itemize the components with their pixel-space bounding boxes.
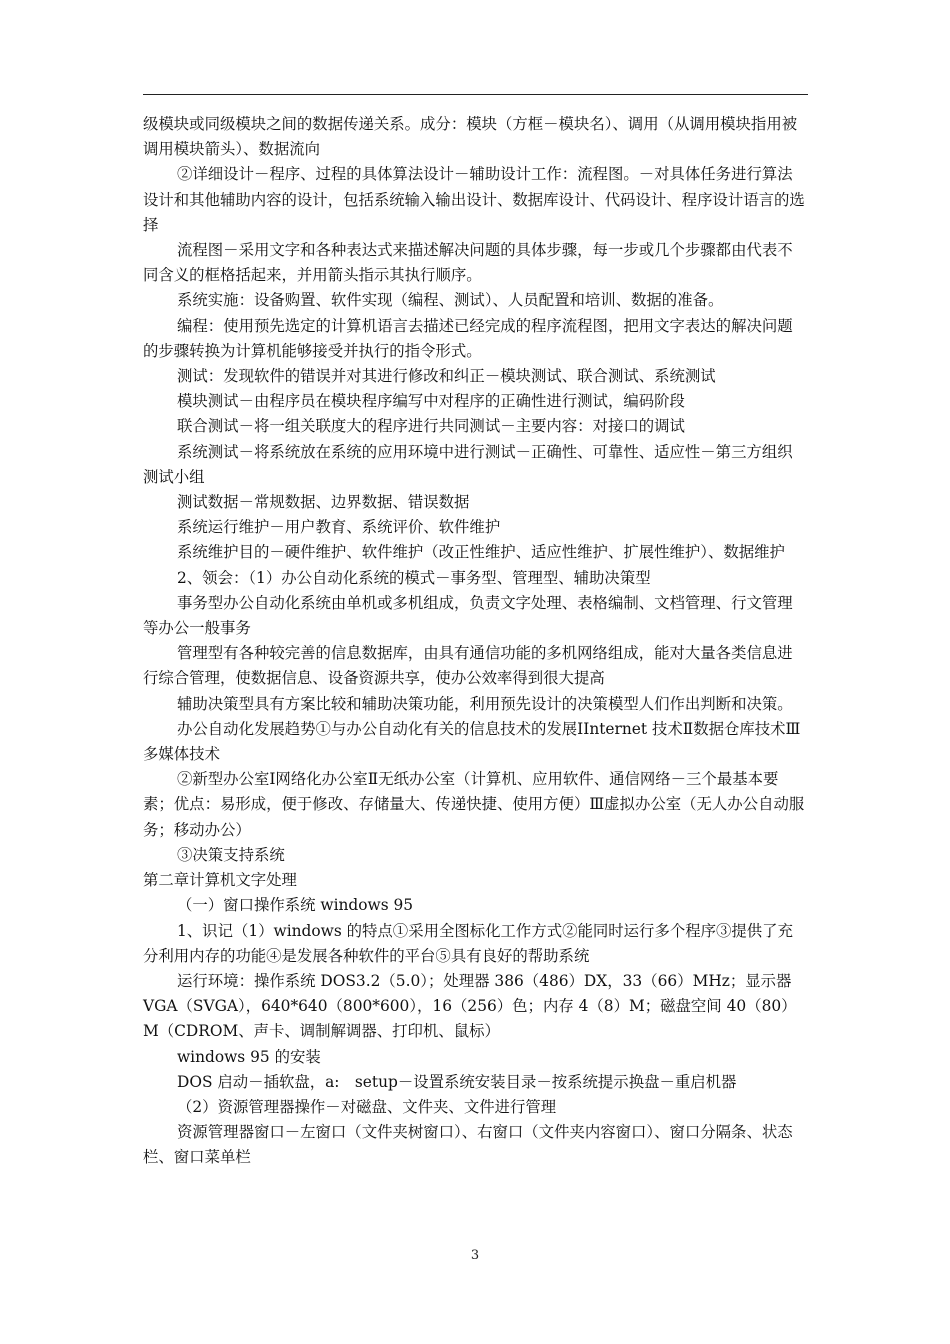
paragraph: 测试数据－常规数据、边界数据、错误数据 — [177, 493, 470, 512]
paragraph: 系统实施：设备购置、软件实现（编程、测试）、人员配置和培训、数据的准备。 — [177, 291, 724, 310]
header-rule — [143, 94, 808, 95]
paragraph: 测试：发现软件的错误并对其进行修改和纠正－模块测试、联合测试、系统测试 — [177, 367, 716, 386]
paragraph: 第二章计算机文字处理 — [143, 871, 297, 890]
paragraph: 联合测试－将一组关联度大的程序进行共同测试－主要内容：对接口的调试 — [177, 417, 685, 436]
paragraph: 1、识记（1）windows 的特点①采用全图标化工作方式②能同时运行多个程序③提供了充分利用内存的功能④是发展各种软件的平台⑤具有良好的帮助系统 — [143, 921, 793, 965]
paragraph: 2、领会：（1）办公自动化系统的模式－事务型、管理型、辅助决策型 — [177, 568, 651, 587]
paragraph: 事务型办公自动化系统由单机或多机组成，负责文字处理、表格编制、文档管理、行文管理等办公一般事务 — [143, 593, 793, 638]
paragraph: 辅助决策型具有方案比较和辅助决策功能，利用预先设计的决策模型人们作出判断和决策。 — [177, 694, 793, 713]
paragraph: 办公自动化发展趋势①与办公自动化有关的信息技术的发展ⅠInternet 技术Ⅱ数据仓库技术Ⅲ多媒体技术 — [143, 719, 801, 764]
paragraph: 系统维护目的－硬件维护、软件维护（改正性维护、适应性维护、扩展性维护）、数据维护 — [177, 543, 785, 562]
paragraph: DOS 启动－插软盘，a: setup－设置系统安装目录－按系统提示换盘－重启机器 — [177, 1072, 737, 1091]
paragraph: ②新型办公室Ⅰ网络化办公室Ⅱ无纸办公室（计算机、应用软件、通信网络－三个最基本要素；优点：易形成，便于修改、存储量大、传递快捷、使用方便）Ⅲ虚拟办公室（无人办公自动服务；移动办公） — [143, 770, 805, 839]
paragraph: windows 95 的安装 — [177, 1047, 321, 1066]
paragraph: ②详细设计－程序、过程的具体算法设计－辅助设计工作：流程图。－对具体任务进行算法设计和其他辅助内容的设计，包括系统输入输出设计、数据库设计、代码设计、程序设计语言的选择 — [143, 165, 805, 234]
paragraph: 模块测试－由程序员在模块程序编写中对程序的正确性进行测试，编码阶段 — [177, 392, 685, 411]
paragraph: 流程图－采用文字和各种表达式来描述解决问题的具体步骤，每一步或几个步骤都由代表不同含义的框格括起来，并用箭头指示其执行顺序。 — [143, 241, 793, 285]
page-number: 3 — [470, 1248, 480, 1263]
paragraph: （2）资源管理器操作－对磁盘、文件夹、文件进行管理 — [177, 1097, 557, 1116]
paragraph: 系统测试－将系统放在系统的应用环境中进行测试－正确性、可靠性、适应性－第三方组织测试小组 — [143, 442, 793, 486]
paragraph: （一）窗口操作系统 windows 95 — [177, 896, 414, 915]
paragraph: 资源管理器窗口－左窗口（文件夹树窗口）、右窗口（文件夹内容窗口）、窗口分隔条、状态栏、窗口菜单栏 — [143, 1123, 793, 1167]
paragraph: 编程：使用预先选定的计算机语言去描述已经完成的程序流程图，把用文字表达的解决问题的步骤转换为计算机能够接受并执行的指令形式。 — [143, 316, 793, 360]
paragraph: 级模块或同级模块之间的数据传递关系。成分：模块（方框－模块名）、调用（从调用模块指用被调用模块箭头）、数据流向 — [143, 115, 798, 159]
paragraph: 运行环境：操作系统 DOS3.2（5.0）；处理器 386（486）DX，33（66）MHz；显示器 VGA（SVGA），640*640（800*600），16（256）色；内存 4（8）M；磁盘空间 40（80）M（CDROM、声卡、调制解调器、打印机、鼠标） — [143, 971, 797, 1041]
paragraph: 管理型有各种较完善的信息数据库，由具有通信功能的多机网络组成，能对大量各类信息进行综合管理，使数据信息、设备资源共享，使办公效率得到很大提高 — [143, 644, 793, 688]
paragraph: ③决策支持系统 — [177, 845, 285, 864]
body-text — [143, 112, 808, 1171]
paragraph: 系统运行维护－用户教育、系统评价、软件维护 — [177, 518, 501, 537]
